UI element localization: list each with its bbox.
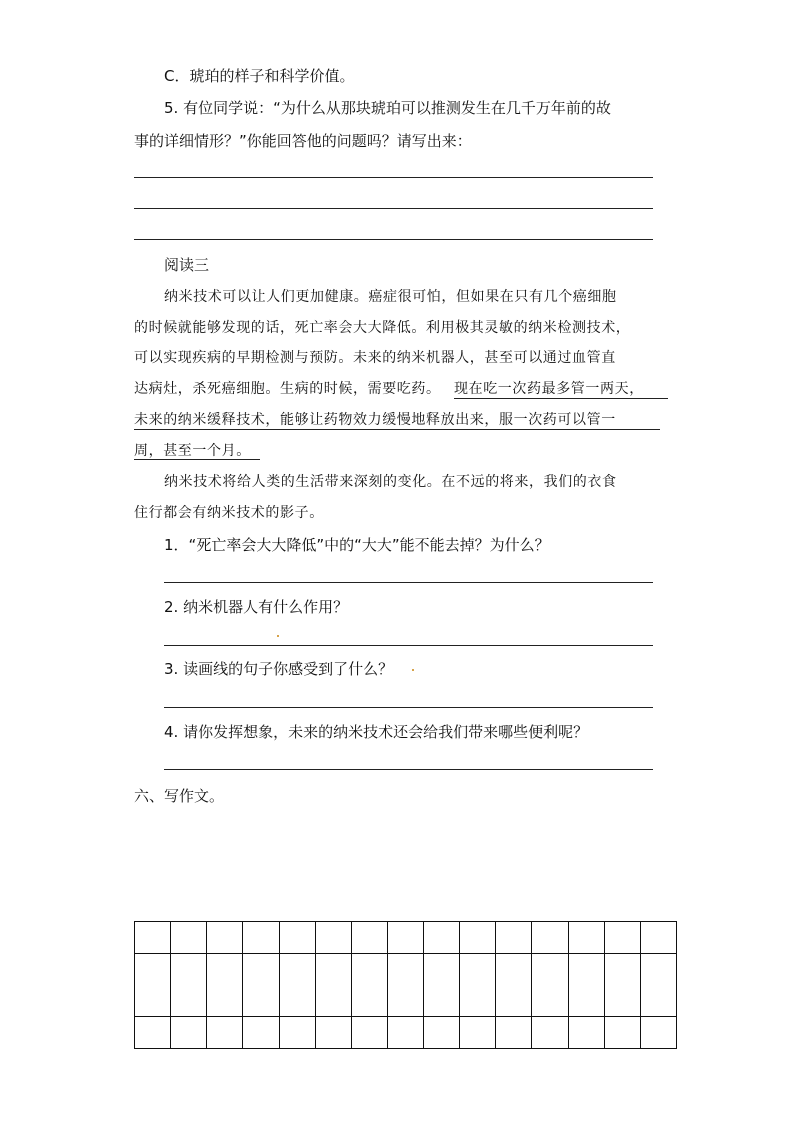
- question-3: 3. 读画线的句子你感受到了什么？: [164, 660, 394, 678]
- section-6-title: 六、写作文。: [134, 787, 225, 805]
- sentence-underline: [134, 459, 260, 460]
- answer-line[interactable]: [134, 177, 653, 178]
- grid-cell[interactable]: [532, 922, 568, 954]
- option-c: C．琥珀的样子和科学价值。: [164, 67, 355, 85]
- grid-cell[interactable]: [424, 922, 460, 954]
- question-2: 2. 纳米机器人有什么作用？: [164, 598, 349, 616]
- grid-cell[interactable]: [351, 954, 387, 1017]
- grid-cell[interactable]: [207, 922, 243, 954]
- answer-line[interactable]: [134, 208, 653, 209]
- grid-cell[interactable]: [171, 954, 207, 1017]
- underlined-sentence-part-b: 未来的纳米缓释技术，能够让药物效力缓慢地释放出来，服一次药可以管一: [134, 412, 616, 428]
- grid-cell[interactable]: [460, 922, 496, 954]
- grid-cell[interactable]: [135, 922, 171, 954]
- answer-line[interactable]: [164, 707, 653, 708]
- passage-line: 的时候就能够发现的话，死亡率会大大降低。利用极其灵敏的纳米检测技术，: [134, 320, 631, 336]
- sentence-underline: [454, 398, 668, 399]
- passage-line: 达病灶，杀死癌细胞。生病的时候，需要吃药。: [134, 381, 441, 397]
- grid-cell[interactable]: [315, 922, 351, 954]
- question-5-line-1: 5. 有位同学说：“为什么从那块琥珀可以推测发生在几千万年前的故: [164, 99, 611, 117]
- stray-mark: [412, 669, 414, 671]
- grid-cell[interactable]: [243, 922, 279, 954]
- grid-cell[interactable]: [279, 954, 315, 1017]
- writing-grid[interactable]: [134, 921, 677, 1049]
- grid-cell[interactable]: [460, 1017, 496, 1049]
- underlined-sentence-part-a: 现在吃一次药最多管一两天，: [454, 381, 644, 397]
- sentence-underline: [134, 429, 660, 430]
- question-4: 4. 请你发挥想象，未来的纳米技术还会给我们带来哪些便利呢？: [164, 723, 589, 741]
- question-1: 1．“死亡率会大大降低”中的“大大”能不能去掉？为什么？: [164, 536, 550, 554]
- grid-cell[interactable]: [135, 954, 171, 1017]
- answer-line[interactable]: [134, 239, 653, 240]
- grid-cell[interactable]: [604, 922, 640, 954]
- passage-line: 纳米技术可以让人们更加健康。癌症很可怕，但如果在只有几个癌细胞: [164, 289, 617, 305]
- grid-cell[interactable]: [532, 954, 568, 1017]
- grid-cell[interactable]: [171, 922, 207, 954]
- grid-cell[interactable]: [604, 954, 640, 1017]
- grid-cell[interactable]: [351, 1017, 387, 1049]
- grid-cell[interactable]: [496, 1017, 532, 1049]
- passage-line: 住行都会有纳米技术的影子。: [134, 505, 324, 521]
- grid-cell[interactable]: [207, 954, 243, 1017]
- grid-cell[interactable]: [135, 1017, 171, 1049]
- grid-cell[interactable]: [315, 954, 351, 1017]
- grid-cell[interactable]: [171, 1017, 207, 1049]
- grid-cell[interactable]: [315, 1017, 351, 1049]
- answer-line[interactable]: [164, 645, 653, 646]
- grid-cell[interactable]: [496, 954, 532, 1017]
- grid-cell[interactable]: [460, 954, 496, 1017]
- grid-cell[interactable]: [424, 1017, 460, 1049]
- grid-cell[interactable]: [640, 954, 676, 1017]
- grid-cell[interactable]: [279, 922, 315, 954]
- grid-cell[interactable]: [243, 1017, 279, 1049]
- underlined-sentence-part-c: 周，甚至一个月。: [134, 443, 251, 459]
- grid-cell[interactable]: [496, 922, 532, 954]
- grid-cell[interactable]: [604, 1017, 640, 1049]
- grid-cell[interactable]: [279, 1017, 315, 1049]
- grid-cell[interactable]: [568, 1017, 604, 1049]
- grid-cell[interactable]: [640, 1017, 676, 1049]
- answer-line[interactable]: [164, 582, 653, 583]
- grid-cell[interactable]: [424, 954, 460, 1017]
- grid-cell[interactable]: [387, 954, 423, 1017]
- grid-cell[interactable]: [532, 1017, 568, 1049]
- stray-mark: [277, 635, 279, 637]
- grid-cell[interactable]: [568, 954, 604, 1017]
- grid-cell[interactable]: [351, 922, 387, 954]
- passage-line: 可以实现疾病的早期检测与预防。未来的纳米机器人，甚至可以通过血管直: [134, 350, 616, 366]
- reading-3-heading: 阅读三: [164, 256, 210, 274]
- grid-cell[interactable]: [640, 922, 676, 954]
- grid-cell[interactable]: [387, 922, 423, 954]
- grid-cell[interactable]: [387, 1017, 423, 1049]
- answer-line[interactable]: [164, 769, 653, 770]
- grid-cell[interactable]: [243, 954, 279, 1017]
- question-5-line-2: 事的详细情形？”你能回答他的问题吗？请写出来：: [134, 132, 472, 150]
- grid-cell[interactable]: [568, 922, 604, 954]
- grid-cell[interactable]: [207, 1017, 243, 1049]
- passage-line: 纳米技术将给人类的生活带来深刻的变化。在不远的将来，我们的衣食: [164, 474, 617, 490]
